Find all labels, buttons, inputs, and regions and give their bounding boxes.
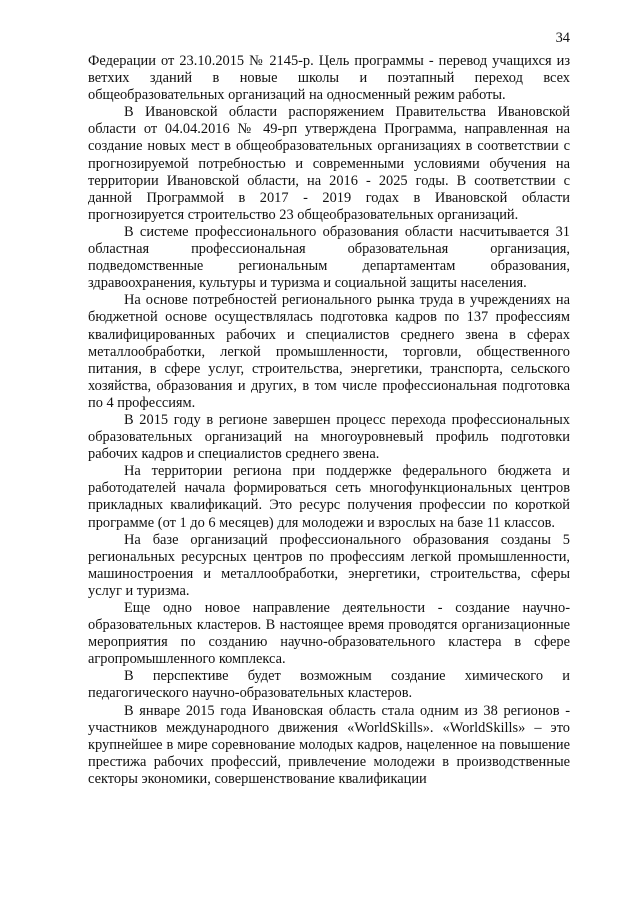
paragraph-resource-centers: На базе организаций профессионального образования созданы 5 региональных ресурсных центров по профессиям легкой промышленности, машиностроения и металлообработки, энергетики, строительства, сферы услуг и туризма. xyxy=(88,531,570,599)
paragraph-school-program: В Ивановской области распоряжением Правительства Ивановской области от 04.04.2016 № 49-рп утверждена Программа, направленная на создание новых мест в общеобразовательных организациях в соответствии с прогнозируемой потребностью и современными условиями обучения на территории Ивановской области, на 2016 - 2025 годы. В соответствии с данной Программой в 2017 - 2019 годах в Ивановской области прогнозируется строительство 23 общеобразовательных организаций. xyxy=(88,104,570,223)
paragraph-qualification-centers: На территории региона при поддержке федерального бюджета и работодателей начала формироваться сеть многофункциональных центров прикладных квалификаций. Это ресурс получения профессии по короткой программе (от 1 до 6 месяцев) для молодежи и взрослых на базе 11 классов. xyxy=(88,463,570,531)
paragraph-vocational-system: В системе профессионального образования области насчитывается 31 областная профессиональная образовательная организация, подведомственные региональным департаментам образования, здравоохранения, культуры и туризма и социальной защиты населения. xyxy=(88,223,570,292)
paragraph-clusters: Еще одно новое направление деятельности - создание научно-образовательных кластеров. В настоящее время проводятся организационные мероприятия по созданию научно-образовательного кластера в сфере агропромышленного комплекса. xyxy=(88,600,570,668)
paragraph-multilevel-transition: В 2015 году в регионе завершен процесс перехода профессиональных образовательных организаций на многоуровневый профиль подготовки рабочих кадров и специалистов среднего звена. xyxy=(88,411,570,463)
paragraph-continuation: Федерации от 23.10.2015 № 2145-р. Цель программы - перевод учащихся из ветхих зданий в новые школы и поэтапный переход всех общеобразовательных организаций на односменный режим работы. xyxy=(88,53,570,104)
paragraph-future-clusters: В перспективе будет возможным создание химического и педагогического научно-образовательных кластеров. xyxy=(88,668,570,702)
paragraph-worldskills: В январе 2015 года Ивановская область стала одним из 38 регионов - участников международного движения «WorldSkills». «WorldSkills» – это крупнейшее в мире соревнование молодых кадров, нацеленное на повышение престижа рабочих профессий, привлечение молодежи в производственные секторы экономики, совершенствование квалификации xyxy=(88,702,570,787)
document-page xyxy=(88,30,570,788)
paragraph-labor-market-training: На основе потребностей регионального рынка труда в учреждениях на бюджетной основе осуществлялась подготовка кадров по 137 профессиям квалифицированных рабочих и специалистов среднего звена в сферах металлообработки, легкой промышленности, торговли, общественного питания, в сфере услуг, строительства, энергетики, транспорта, сельского хозяйства, образования и других, в том числе профессиональная подготовка по 4 профессиям. xyxy=(88,292,570,411)
page-number: 34 xyxy=(555,30,570,46)
